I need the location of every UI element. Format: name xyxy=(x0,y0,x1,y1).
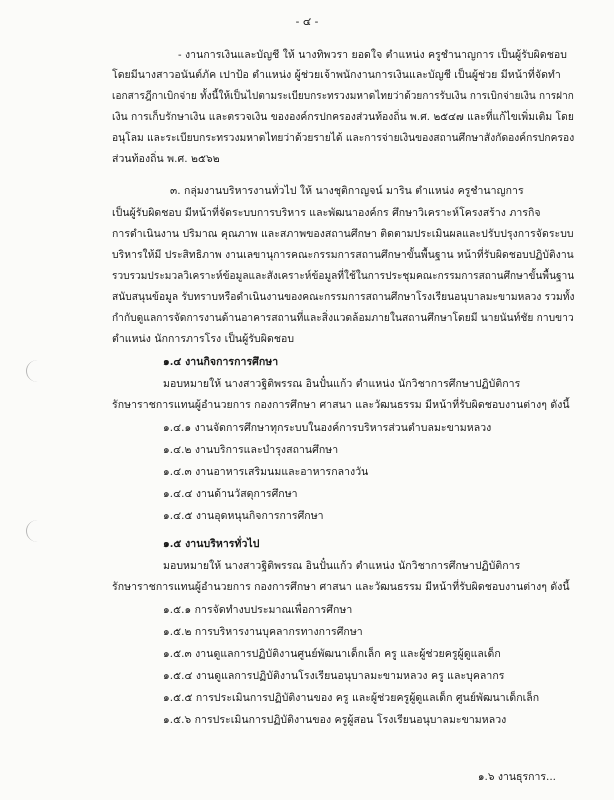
punch-hole-mark xyxy=(26,360,49,382)
list-item: ๑.๕.๑ การจัดทำงบประมาณเพื่อการศึกษา xyxy=(163,604,353,616)
text-line: ตำแหน่ง นักการภารโรง เป็นผู้รับผิดชอบ xyxy=(112,333,295,345)
text-line: ส่วนท้องถิ่น พ.ศ. ๒๕๖๒ xyxy=(112,153,220,165)
text-line: เอกสารฎีกาเบิกจ่าย ทั้งนี้ให้เป็นไปตามระเบียบกระทรวงมหาดไทยว่าด้วยการรับเงิน การเบิกจ่ายเงิน การฝาก xyxy=(112,90,574,102)
list-item: ๑.๕.๖ การประเมินการปฏิบัติงานของ ครูผู้สอน โรงเรียนอนุบาลมะขามหลวง xyxy=(163,714,507,726)
list-item: ๑.๔.๕ งานอุดหนุนกิจการการศึกษา xyxy=(163,510,324,522)
list-item: ๑.๔.๓ งานอาหารเสริมนมและอาหารกลางวัน xyxy=(163,466,369,478)
list-item: ๑.๕.๕ การประเมินการปฏิบัติงานของ ครู และผู้ช่วยครูผู้ดูแลเด็ก ศูนย์พัฒนาเด็กเล็ก xyxy=(163,692,540,704)
list-item: ๑.๔.๒ งานบริการและบำรุงสถานศึกษา xyxy=(163,444,339,456)
page-number: - ๔ - xyxy=(295,15,319,28)
text-line: การดำเนินงาน ปริมาณ คุณภาพ และสภาพของสถานศึกษา ติดตามประเมินผลและปรับปรุงการจัดระบบ xyxy=(112,228,574,240)
text-line: ๓. กลุ่มงานบริหารงานทั่วไป ให้ นางชุติกาญจน์ มาริน ตำแหน่ง ครูชำนาญการ xyxy=(170,185,524,197)
text-line: รวบรวมประมวลวิเคราะห์ข้อมูลและสังเคราะห์ข้อมูลที่ใช้ในการประชุมคณะกรรมการสถานศึกษาขั้นพื้นฐาน xyxy=(112,270,575,282)
text-line: อนุโลม และระเบียบกระทรวงมหาดไทยว่าด้วยรายได้ และการจ่ายเงินของสถานศึกษาสังกัดองค์กรปกครอง xyxy=(112,132,575,144)
continuation-footer: ๑.๖ งานธุรการ... xyxy=(477,771,556,783)
text-line: มอบหมายให้ นางสาวฐิติพรรณ อินปั๋นแก้ว ตำแหน่ง นักวิชาการศึกษาปฏิบัติการ xyxy=(163,378,521,390)
text-line: เงิน การเก็บรักษาเงิน และตรวจเงิน ขององค์กรปกครองส่วนท้องถิ่น พ.ศ. ๒๕๔๗ และที่แก้ไขเพิ่มเติม โดย xyxy=(112,111,574,123)
text-line: - งานการเงินและบัญชี ให้ นางทิพวรา ยอดใจ ตำแหน่ง ครูชำนาญการ เป็นผู้รับผิดชอบ xyxy=(178,49,567,61)
text-line: รักษาราชการแทนผู้อำนวยการ กองการศึกษา ศาสนา และวัฒนธรรม มีหน้าที่รับผิดชอบงานต่างๆ ดังนี้ xyxy=(112,399,570,411)
section-heading: ๑.๕ งานบริหารทั่วไป xyxy=(163,538,260,550)
text-line: บริหารให้มี ประสิทธิภาพ งานเลขานุการคณะกรรมการสถานศึกษาขั้นพื้นฐาน หน้าที่รับผิดชอบปฏิบัติงาน xyxy=(112,249,574,261)
text-line: สนับสนุนข้อมูล รับทราบหรือดำเนินงานของคณะกรรมการสถานศึกษาโรงเรียนอนุบาลมะขามหลวง รวมทั้ง xyxy=(112,291,575,303)
section-heading: ๑.๔ งานกิจการการศึกษา xyxy=(163,356,279,368)
text-line: รักษาราชการแทนผู้อำนวยการ กองการศึกษา ศาสนา และวัฒนธรรม มีหน้าที่รับผิดชอบงานต่างๆ ดังนี้ xyxy=(112,581,570,593)
punch-hole-mark xyxy=(26,520,49,542)
list-item: ๑.๔.๔ งานด้านวัสดุการศึกษา xyxy=(163,488,298,500)
text-line: กำกับดูแลการจัดการงานด้านอาคารสถานที่และสิ่งแวดล้อมภายในสถานศึกษาโดยมี นายนันท์ชัย กาบขาว xyxy=(112,312,574,324)
text-line: มอบหมายให้ นางสาวฐิติพรรณ อินปั๋นแก้ว ตำแหน่ง นักวิชาการศึกษาปฏิบัติการ xyxy=(163,560,521,572)
text-line: โดยมีนางสาวอนันต์ภัค เปาป้อ ตำแหน่ง ผู้ช่วยเจ้าพนักงานการเงินและบัญชี เป็นผู้ช่วย มีหน้าที่จัดทำ xyxy=(112,69,561,81)
list-item: ๑.๔.๑ งานจัดการศึกษาทุกระบบในองค์การบริหารส่วนตำบลมะขามหลวง xyxy=(163,422,492,434)
list-item: ๑.๕.๒ การบริหารงานบุคลากรทางการศึกษา xyxy=(163,626,363,638)
text-line: เป็นผู้รับผิดชอบ มีหน้าที่จัดระบบการบริหาร และพัฒนาองค์กร ศึกษาวิเคราะห์โครงสร้าง ภารกิจ xyxy=(112,207,541,219)
list-item: ๑.๕.๓ งานดูแลการปฏิบัติงานศูนย์พัฒนาเด็กเล็ก ครู และผู้ช่วยครูผู้ดูแลเด็ก xyxy=(163,648,501,660)
list-item: ๑.๕.๔ งานดูแลการปฏิบัติงานโรงเรียนอนุบาลมะขามหลวง ครู และบุคลากร xyxy=(163,670,505,682)
